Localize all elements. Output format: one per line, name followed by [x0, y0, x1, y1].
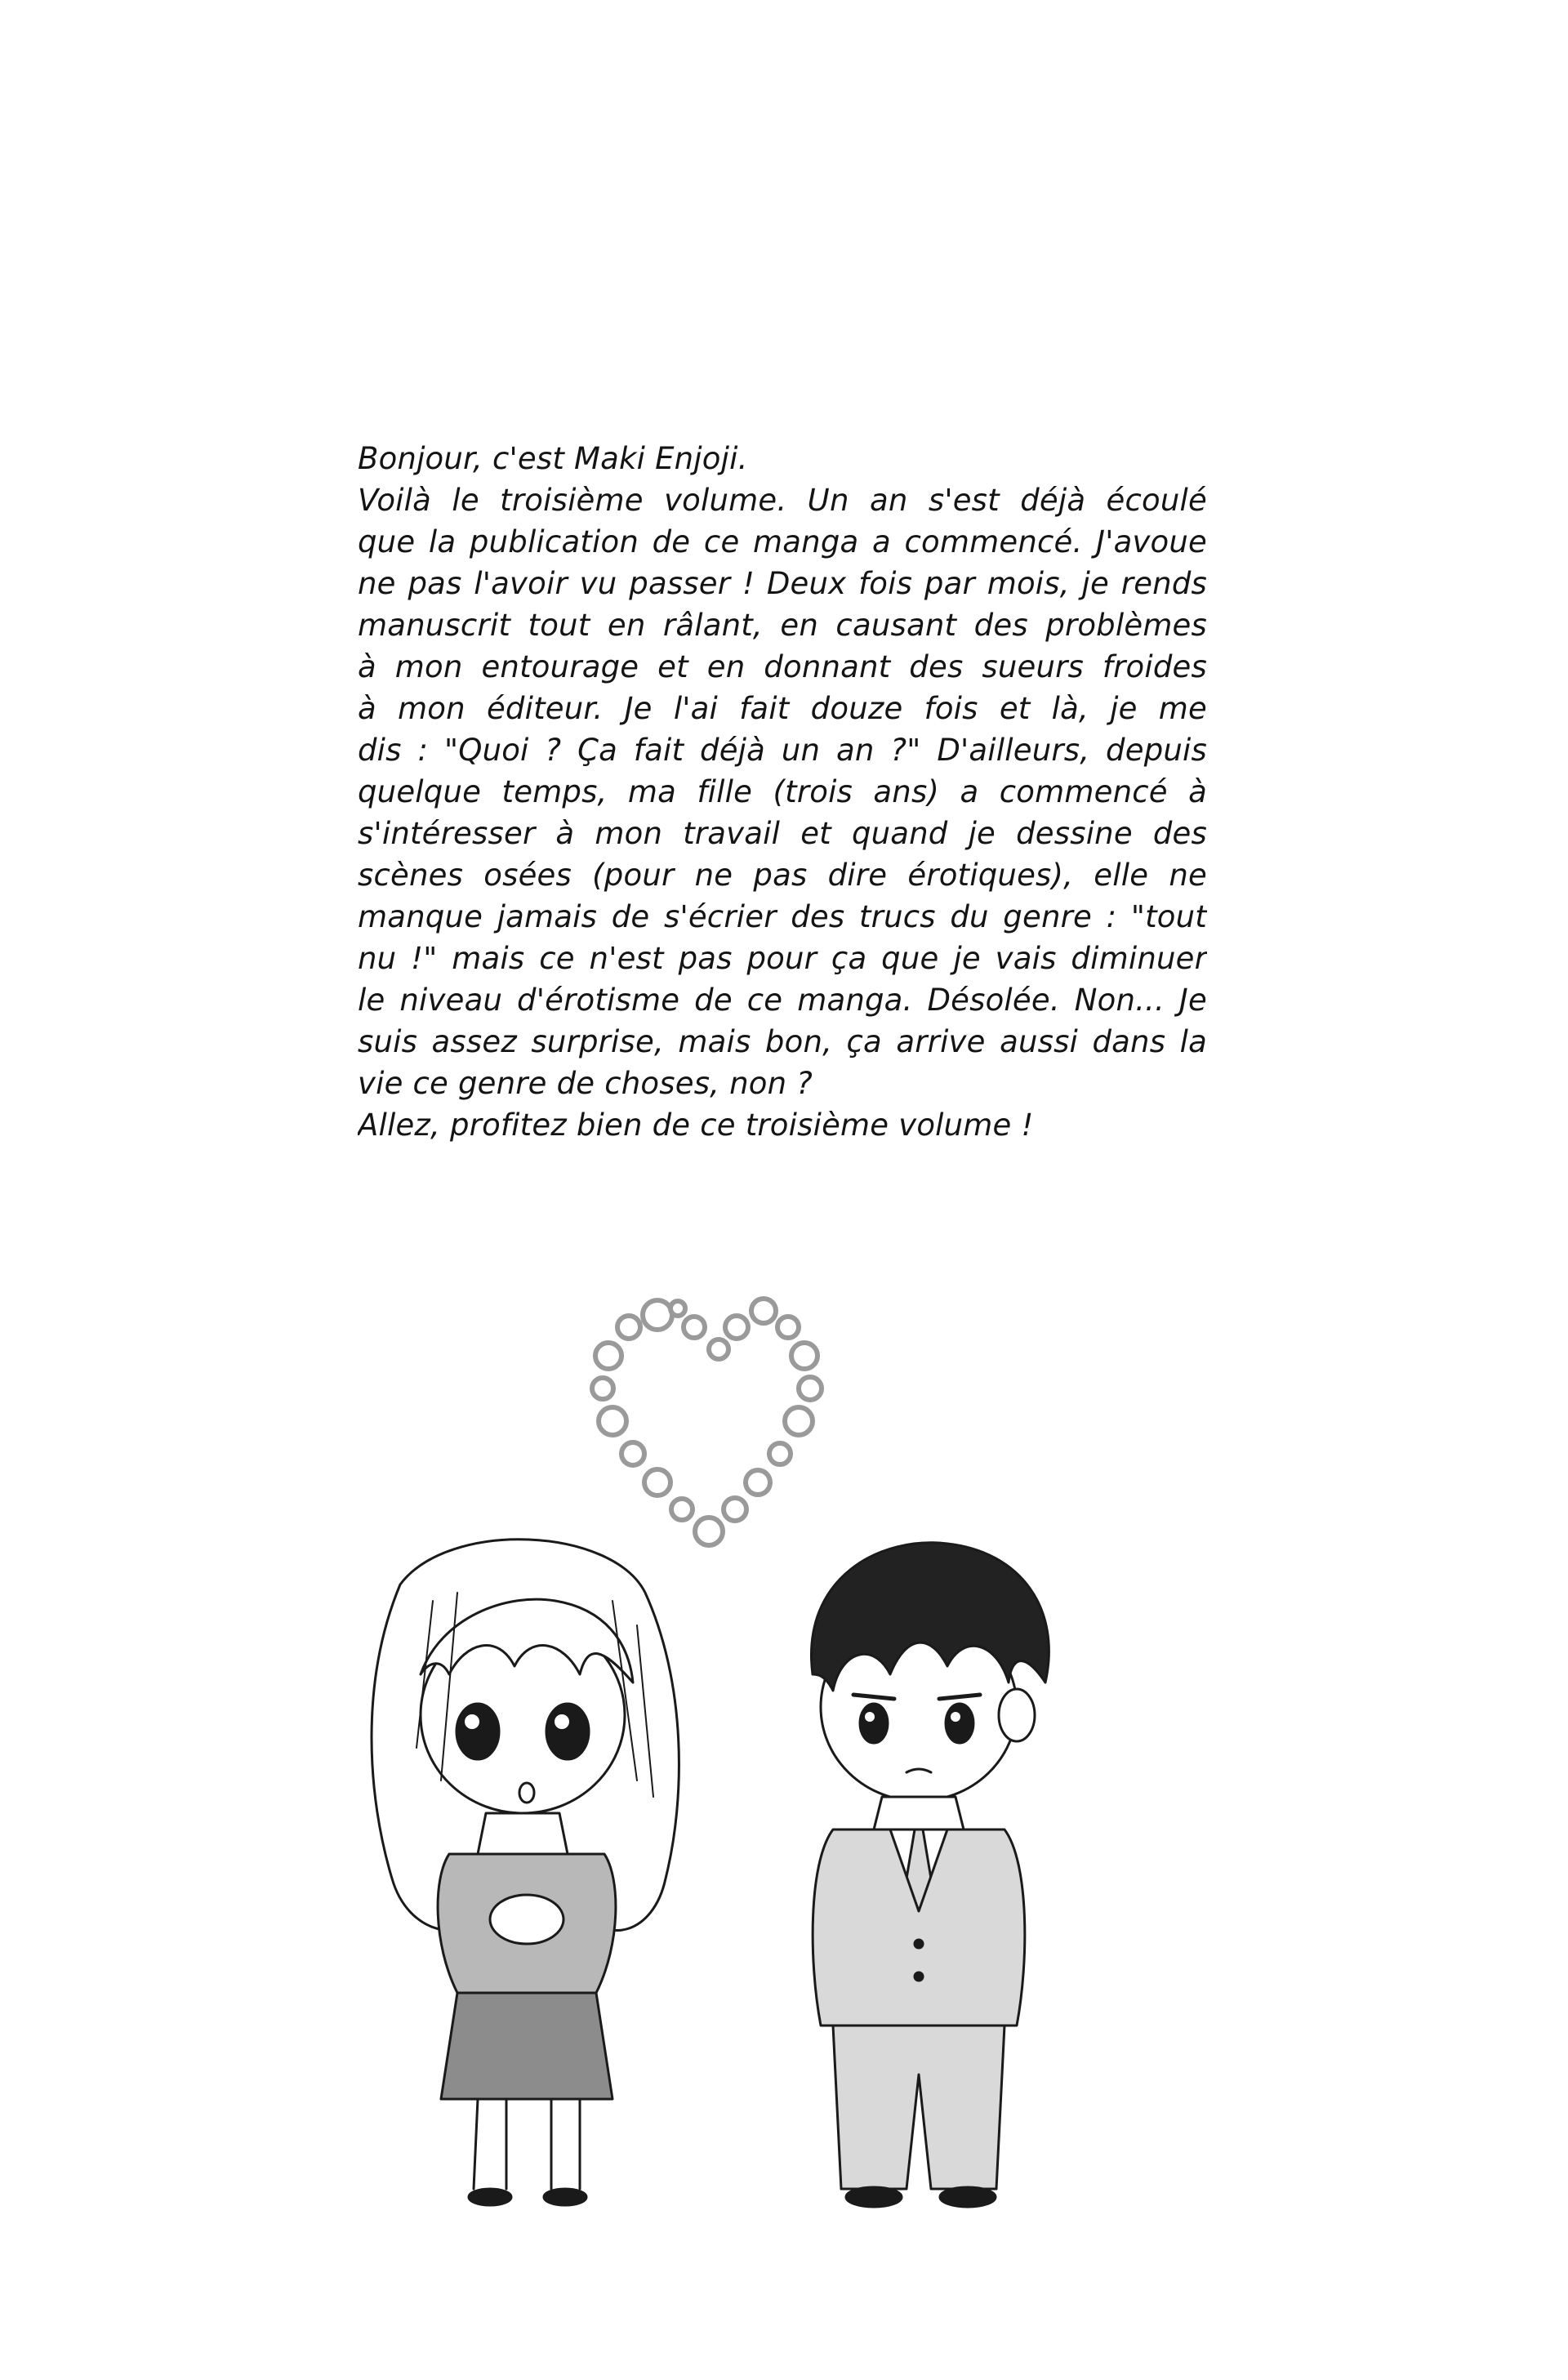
note-line-11: scènes osées (pour ne pas dire érotiques), elle ne — [358, 858, 1207, 893]
boy-character — [811, 1543, 1049, 2207]
note-line-6: à mon entourage et en donnant des sueurs froides — [358, 649, 1207, 684]
note-line-10: s'intéresser à mon travail et quand je dessine des — [358, 816, 1207, 851]
note-line-1: Bonjour, c'est Maki Enjoji. — [358, 441, 748, 476]
note-line-14: le niveau d'érotisme de ce manga. Désolée. Non... Je — [358, 983, 1207, 1018]
note-line-3: que la publication de ce manga a commencé. J'avoue — [358, 524, 1207, 559]
note-line-12: manque jamais de s'écrier des trucs du genre : "tout — [358, 899, 1207, 934]
bubble-heart-icon — [592, 1299, 822, 1545]
note-line-15: suis assez surprise, mais bon, ça arrive aussi dans la — [358, 1024, 1207, 1059]
note-line-5: manuscrit tout en râlant, en causant des problèmes — [358, 608, 1207, 643]
chibi-couple-illustration — [343, 1290, 1241, 2271]
note-line-8: dis : "Quoi ? Ça fait déjà un an ?" D'ailleurs, depuis — [358, 733, 1207, 768]
note-line-7: à mon éditeur. Je l'ai fait douze fois et là, je me — [358, 691, 1207, 726]
girl-character — [372, 1540, 679, 2205]
note-line-17: Allez, profitez bien de ce troisième volume ! — [358, 1108, 1034, 1143]
note-line-13: nu !" mais ce n'est pas pour ça que je vais diminuer — [358, 941, 1207, 976]
note-line-2: Voilà le troisième volume. Un an s'est déjà écoulé — [358, 483, 1207, 518]
note-line-16: vie ce genre de choses, non ? — [358, 1066, 813, 1101]
note-line-9: quelque temps, ma fille (trois ans) a commencé à — [358, 774, 1207, 809]
author-note — [358, 438, 1207, 1146]
note-line-4: ne pas l'avoir vu passer ! Deux fois par mois, je rends — [358, 566, 1207, 601]
